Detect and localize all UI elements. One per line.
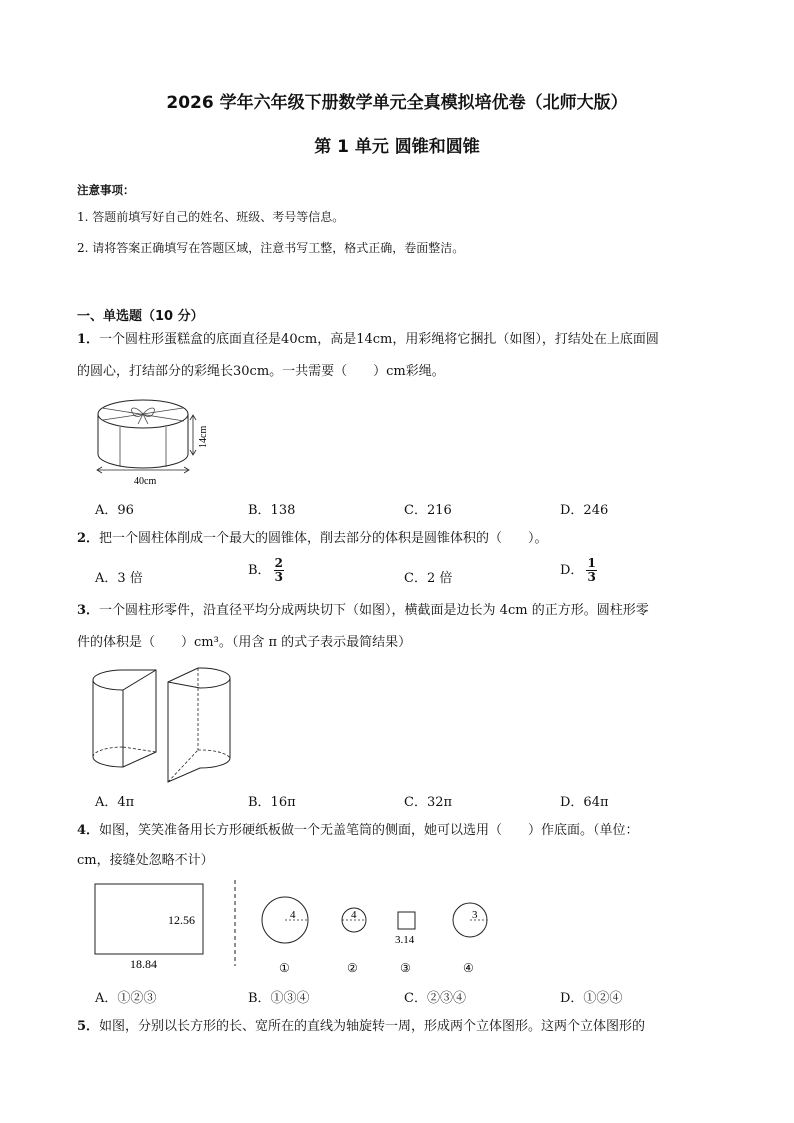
notes-item: 2. 请将答案正确填写在答题区域，注意书写工整，格式正确，卷面整洁。 xyxy=(77,241,465,255)
notes-heading: 注意事项： xyxy=(77,183,135,197)
fraction xyxy=(274,557,284,584)
question-number: 4． xyxy=(77,823,100,838)
fraction xyxy=(586,557,596,584)
question-text: 一个圆柱形零件，沿直径平均分成两块切下（如图），横截面是边长为 4cm 的正方形。圆柱形零 xyxy=(99,603,649,618)
option-d[interactable]: D．246 xyxy=(560,503,609,518)
notes-item: 1. 答题前填写好自己的姓名、班级、考号等信息。 xyxy=(77,210,345,224)
figure-number-3: ③ xyxy=(400,961,411,975)
option-d[interactable]: D．64π xyxy=(560,795,609,810)
option-b[interactable] xyxy=(248,557,284,584)
option-c[interactable]: C．32π xyxy=(404,795,453,810)
fraction-denominator: 3 xyxy=(274,570,283,584)
fraction-numerator: 1 xyxy=(587,556,596,570)
option-b[interactable]: B．16π xyxy=(248,795,296,810)
option-c[interactable]: C．216 xyxy=(404,503,452,518)
question-text: 如图，笑笑准备用长方形硬纸板做一个无盖笔筒的侧面，她可以选用（ ）作底面。（单位： xyxy=(99,823,639,838)
question-number: 1． xyxy=(77,332,100,347)
rect-bottom-label: 18.84 xyxy=(130,957,157,971)
question-text: 如图，分别以长方形的长、宽所在的直线为轴旋转一周，形成两个立体图形。这两个立体图形的 xyxy=(99,1019,646,1034)
section-title: 一、单选题（10 分） xyxy=(77,309,204,324)
rect-side-label: 12.56 xyxy=(168,913,195,927)
page-subtitle: 第 1 单元 圆锥和圆锥 xyxy=(314,137,480,157)
option-a[interactable]: A．4π xyxy=(95,795,135,810)
question-4-line2: cm，接缝处忽略不计） xyxy=(77,853,214,868)
question-4-line1 xyxy=(77,821,639,841)
question-1-line1 xyxy=(77,330,659,350)
question-3-line1 xyxy=(77,601,649,621)
option-d[interactable]: D．①②④ xyxy=(560,991,623,1006)
figure-number-2: ② xyxy=(347,961,358,975)
square-label: 3.14 xyxy=(395,934,415,946)
option-a[interactable]: A．96 xyxy=(95,503,134,518)
question-text: 把一个圆柱体削成一个最大的圆锥体，削去部分的体积是圆锥体积的（ ）。 xyxy=(99,531,548,546)
question-5-line1 xyxy=(77,1017,645,1037)
question-number: 5． xyxy=(77,1019,100,1034)
question-2 xyxy=(77,529,548,549)
question-number: 3． xyxy=(77,603,100,618)
page-title: 2026 学年六年级下册数学单元全真模拟培优卷（北师大版） xyxy=(166,93,628,113)
question-3-line2: 件的体积是（ ）cm³。（用含 π 的式子表示最简结果） xyxy=(77,635,412,650)
figure-number-4: ④ xyxy=(463,961,474,975)
option-d[interactable] xyxy=(560,557,597,584)
option-a[interactable]: A．3 倍 xyxy=(95,571,143,586)
option-b[interactable]: B．138 xyxy=(248,503,296,518)
diameter-label: 40cm xyxy=(134,476,157,487)
fraction-denominator: 3 xyxy=(587,570,596,584)
option-prefix: B． xyxy=(248,563,271,578)
paper-and-bases-figure xyxy=(90,878,490,976)
option-prefix: D． xyxy=(560,563,584,578)
circle2-label: 4 xyxy=(351,909,357,921)
question-text: 一个圆柱形蛋糕盒的底面直径是40cm，高是14cm，用彩绳将它捆扎（如图），打结处在上底面圆 xyxy=(99,332,659,347)
option-a[interactable]: A．①②③ xyxy=(95,991,157,1006)
height-label: 14cm xyxy=(198,425,209,448)
question-1-line2: 的圆心，打结部分的彩绳长30cm。一共需要（ ）cm彩绳。 xyxy=(77,364,445,379)
option-b[interactable]: B．①③④ xyxy=(248,991,310,1006)
option-c[interactable]: C．2 倍 xyxy=(404,571,453,586)
split-cylinder-figure xyxy=(88,660,248,785)
circle1-label: 4 xyxy=(290,909,296,921)
option-c[interactable]: C．②③④ xyxy=(404,991,466,1006)
fraction-numerator: 2 xyxy=(274,556,283,570)
figure-number-1: ① xyxy=(279,961,290,975)
cake-box-figure xyxy=(90,390,220,490)
question-number: 2． xyxy=(77,531,100,546)
circle4-label: 3 xyxy=(472,909,478,921)
